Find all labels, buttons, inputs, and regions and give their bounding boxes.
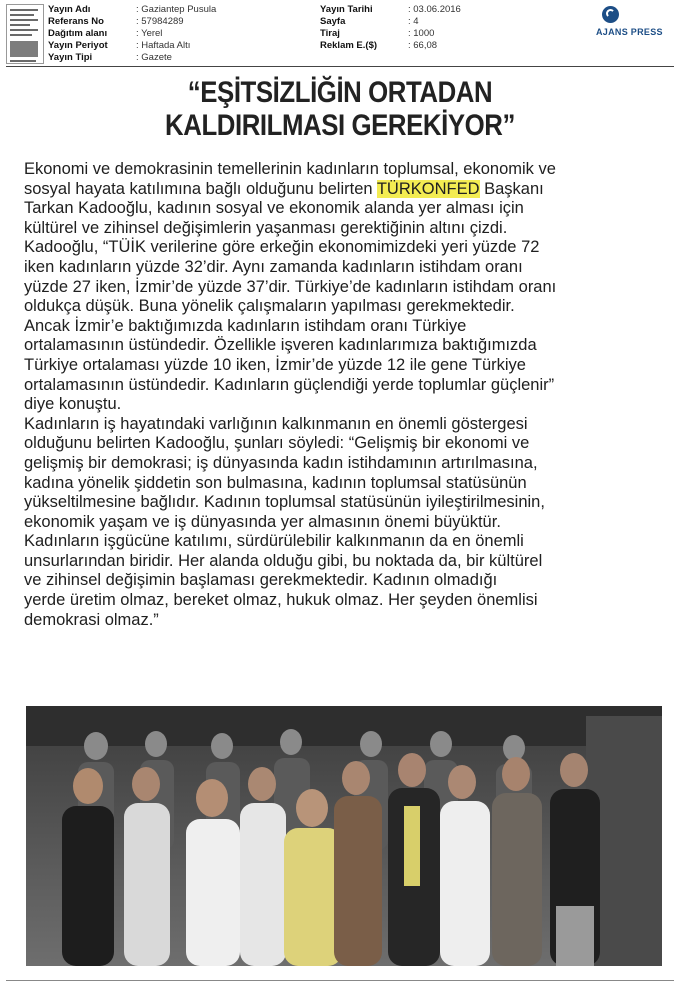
article-line: yüzde 27 iken, İzmir’de yüzde 37’dir. Türkiye’de kadınların istihdam oranı: [24, 277, 557, 296]
ajans-press-logo-icon: [602, 6, 619, 23]
article-headline: [48, 76, 633, 142]
meta-label: Yayın Tarihi: [320, 4, 373, 15]
meta-row: [48, 28, 216, 40]
article-line: diye konuştu.: [24, 395, 122, 414]
meta-value: : Gazete: [136, 52, 172, 63]
article-line: demokrasi olmaz.”: [24, 610, 159, 629]
meta-row: [48, 16, 216, 28]
article-line: Ekonomi ve demokrasinin temellerinin kadınların toplumsal, ekonomik ve: [24, 160, 556, 178]
meta-value: : Haftada Altı: [136, 40, 191, 51]
meta-label: Yayın Periyot: [48, 40, 108, 51]
meta-row: [320, 4, 461, 16]
article-text: sosyal hayata katılımına bağlı olduğunu belirten: [24, 179, 377, 198]
group-photo: [26, 706, 662, 966]
meta-label: Yayın Adı: [48, 4, 91, 15]
article-line: olduğunu belirten Kadooğlu, şunları söyledi: “Gelişmiş bir ekonomi ve: [24, 434, 530, 453]
article-line: Tarkan Kadooğlu, kadının sosyal ve ekonomik alanda yer alması için: [24, 199, 524, 218]
article-line: ve zihinsel değişimin başlaması gerekmektedir. Kadının olmadığı: [24, 571, 498, 590]
publication-meta-left: [48, 4, 216, 64]
bottom-divider: [6, 980, 674, 981]
article-line: yerde üretim olmaz, bereket olmaz, hukuk olmaz. Her şeyden önemlisi: [24, 591, 538, 610]
meta-value: : Gaziantep Pusula: [136, 4, 217, 15]
header-divider: [6, 66, 674, 67]
article-line: ekonomik yaşam ve iş dünyasında yer almasının önemi büyüktür.: [24, 512, 501, 531]
page-thumbnail: [6, 4, 44, 64]
meta-row: [320, 16, 461, 28]
meta-label: Sayfa: [320, 16, 346, 27]
article-line: Ancak İzmir’e baktığımızda kadınların istihdam oranı Türkiye: [24, 316, 467, 335]
publication-meta-right: [320, 4, 461, 52]
meta-label: Yayın Tipi: [48, 52, 93, 63]
meta-value: : 4: [408, 16, 419, 27]
meta-value: : Yerel: [136, 28, 163, 39]
ajans-press-logo: [596, 6, 676, 38]
meta-row: [320, 40, 461, 52]
article-line: unsurlarından biridir. Her alanda olduğu gibi, bu noktada da, bir kültürel: [24, 551, 543, 570]
meta-value: : 1000: [408, 28, 435, 39]
meta-value: : 66,08: [408, 40, 438, 51]
article-line: kültürel ve zihinsel değişimlerin yaşanması gerektiğinin altını çizdi.: [24, 218, 508, 237]
clipping-header: [0, 0, 680, 68]
article-line: kadına yönelik şiddetin son bulmasına, kadının toplumsal statüsünün: [24, 473, 527, 492]
meta-row: [320, 28, 461, 40]
article-line: [24, 180, 676, 200]
meta-label: Referans No: [48, 16, 104, 27]
headline-line-1: “EŞİTSİZLİĞİN ORTADAN: [187, 76, 493, 109]
article-line: Kadooğlu, “TÜİK verilerine göre erkeğin ekonomimizdeki yeri yüzde 72: [24, 238, 540, 257]
meta-row: [48, 4, 216, 16]
article-line: iken kadınların yüzde 32’dir. Aynı zamanda kadınların istihdam oranı: [24, 257, 523, 276]
meta-value: : 57984289: [136, 16, 184, 27]
meta-label: Dağıtım alanı: [48, 28, 108, 39]
article-line: Kadınların işgücüne katılımı, sürdürülebilir kalkınmanın da en önemli: [24, 532, 524, 551]
article-line: Kadınların iş hayatındaki varlığının kalkınmanın en önemli göstergesi: [24, 414, 528, 433]
article-line: ortalamasının üstündedir. Özellikle işveren kadınlarımıza baktığımızda: [24, 336, 537, 355]
headline-line-2: KALDIRILMASI GEREKİYOR”: [165, 109, 515, 142]
article-text: Başkanı: [479, 179, 544, 198]
logo-text: AJANS PRESS: [596, 27, 663, 37]
meta-label: Tiraj: [320, 28, 340, 39]
meta-row: [48, 40, 216, 52]
article-line: yükseltilmesine bağlıdır. Kadının toplumsal statüsünün iyileştirilmesinin,: [24, 493, 545, 512]
meta-row: [48, 52, 216, 64]
article-line: Türkiye ortalaması yüzde 10 iken, İzmir’de yüzde 12 ile gene Türkiye: [24, 355, 526, 374]
article-line: ortalamasının üstündedir. Kadınların güçlendiği yerde toplumlar güçlenir”: [24, 375, 555, 394]
meta-value: : 03.06.2016: [408, 4, 461, 15]
article-line: oldukça düşük. Buna yönelik çalışmaların yapılması gerekmektedir.: [24, 297, 515, 316]
article-body: [24, 160, 676, 630]
meta-label: Reklam E.($): [320, 40, 378, 51]
highlighted-keyword: TÜRKONFED: [376, 179, 480, 198]
article-line: gelişmiş bir demokrasi; iş dünyasında kadın istihdamının artırılmasına,: [24, 453, 538, 472]
